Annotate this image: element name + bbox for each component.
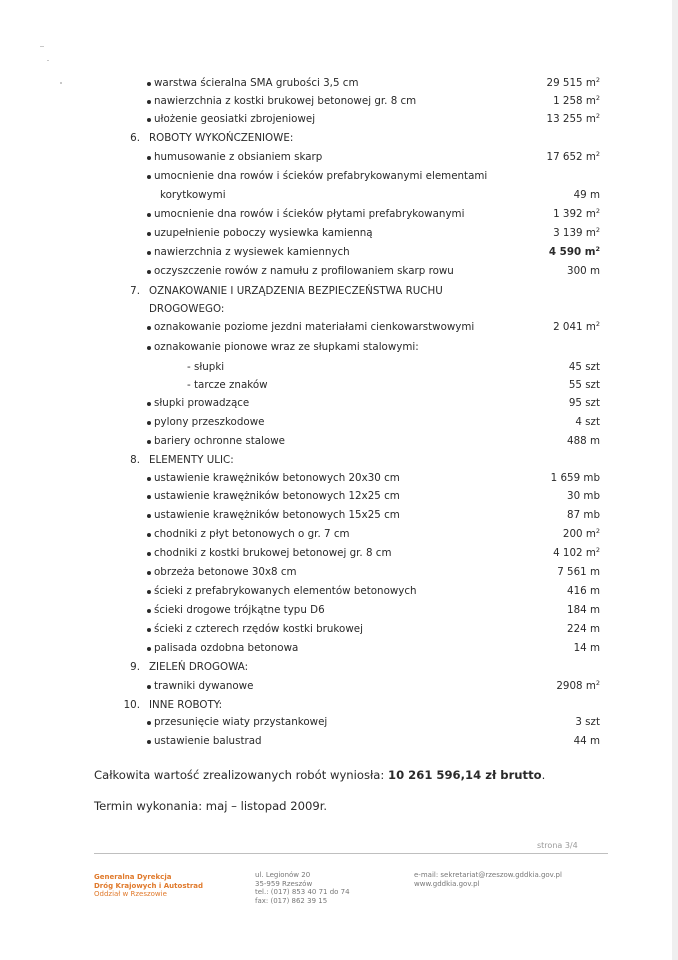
bullet-icon [147, 346, 151, 350]
work-item-quantity [480, 113, 600, 126]
work-item-text: nawierzchnia z wysiewek kamiennych [154, 246, 350, 258]
work-item-text: chodniki z kostki brukowej betonowej gr. 8 cm [154, 547, 392, 559]
unit-exponent: 2 [595, 527, 600, 535]
section-number: 10. [123, 699, 140, 711]
section-title: ROBOTY WYKOŃCZENIOWE: [149, 132, 294, 144]
work-item-quantity [480, 435, 600, 448]
quantity-value: 1 392 m [553, 208, 596, 220]
work-item-quantity [480, 265, 600, 278]
footer-organization [94, 873, 203, 899]
work-item-quantity [480, 735, 600, 748]
quantity-value: 17 652 m [546, 151, 596, 163]
work-item-text: ustawienie krawężników betonowych 15x25 cm [154, 509, 400, 521]
bullet-icon [147, 590, 151, 594]
work-item-text: oznakowanie poziome jezdni materiałami cienkowarstwowymi [154, 321, 475, 333]
section-number: 9. [130, 661, 140, 673]
work-item-text: - słupki [187, 361, 225, 373]
scan-mark [40, 46, 44, 47]
bullet-icon [147, 251, 151, 255]
work-item-text: trawniki dywanowe [154, 680, 254, 692]
work-item-quantity [480, 189, 600, 202]
work-item-quantity [480, 397, 600, 410]
quantity-value: 4 szt [575, 416, 600, 428]
total-value-line [94, 768, 545, 782]
scan-edge [672, 0, 678, 960]
completion-term: Termin wykonania: maj – listopad 2009r. [94, 799, 328, 813]
work-item-quantity [480, 604, 600, 617]
quantity-value: 3 139 m [553, 227, 596, 239]
work-item-text: oznakowanie pionowe wraz ze słupkami stalowymi: [154, 341, 419, 353]
total-value: 10 261 596,14 zł brutto [388, 768, 542, 782]
footer-website: www.gddkia.gov.pl [414, 879, 480, 888]
footer-address-line: ul. Legionów 20 [255, 871, 311, 879]
bullet-icon [147, 232, 151, 236]
work-item-quantity [480, 490, 600, 503]
work-item-quantity [480, 227, 600, 240]
section-title: INNE ROBOTY: [149, 699, 223, 711]
quantity-value: 200 m [562, 528, 596, 540]
quantity-value: 2908 m [556, 680, 596, 692]
total-end: . [541, 768, 546, 782]
section-title: ELEMENTY ULIC: [149, 454, 234, 466]
bullet-icon [147, 326, 151, 330]
bullet-icon [147, 440, 151, 444]
footer-divider [94, 853, 608, 854]
work-item-text: ścieki z czterech rzędów kostki brukowej [154, 623, 363, 635]
quantity-value: 4 102 m [553, 547, 596, 559]
footer-org-line: Generalna Dyrekcja [94, 873, 172, 881]
work-item-quantity [480, 509, 600, 522]
work-item-quantity [480, 77, 600, 90]
work-item-quantity [480, 623, 600, 636]
bullet-icon [147, 175, 151, 179]
work-item-quantity [480, 585, 600, 598]
work-item-text: obrzeża betonowe 30x8 cm [154, 566, 297, 578]
unit-exponent: 2 [595, 150, 600, 158]
quantity-value: 1 659 mb [550, 472, 600, 484]
work-item-text: umocnienie dna rowów i ścieków prefabrykowanymi elementami [154, 170, 488, 182]
quantity-value: 3 szt [575, 716, 600, 728]
footer-email: e-mail: sekretariat@rzeszow.gddkia.gov.pl [414, 871, 562, 879]
work-item-quantity [480, 416, 600, 429]
work-item-quantity [480, 642, 600, 655]
quantity-value: 416 m [567, 585, 600, 597]
work-item-quantity [480, 246, 600, 259]
quantity-value: 29 515 m [546, 77, 596, 89]
quantity-value: 224 m [567, 623, 600, 635]
quantity-value: 95 szt [568, 397, 600, 409]
bullet-icon [147, 514, 151, 518]
unit-exponent: 2 [595, 207, 600, 215]
unit-exponent: 2 [595, 226, 600, 234]
work-item-quantity [480, 528, 600, 541]
section-number: 6. [130, 132, 140, 144]
total-label: Całkowita wartość zrealizowanych robót wyniosła: [94, 768, 389, 782]
quantity-value: 49 m [573, 189, 600, 201]
quantity-value: 488 m [567, 435, 600, 447]
work-item-quantity [480, 716, 600, 729]
bullet-icon [147, 533, 151, 537]
work-item-text: ułożenie geosiatki zbrojeniowej [154, 113, 316, 125]
work-item-quantity [480, 208, 600, 221]
work-item-text: bariery ochronne stalowe [154, 435, 285, 447]
scan-mark [47, 60, 49, 61]
quantity-value: 30 mb [567, 490, 600, 502]
work-item-text: oczyszczenie rowów z namułu z profilowaniem skarp rowu [154, 265, 454, 277]
scan-mark [60, 82, 62, 84]
work-item-text: ścieki z prefabrykowanych elementów betonowych [154, 585, 417, 597]
bullet-icon [147, 213, 151, 217]
quantity-value: 2 041 m [553, 321, 596, 333]
work-item-text: pylony przeszkodowe [154, 416, 265, 428]
work-item-text: umocnienie dna rowów i ścieków płytami prefabrykowanymi [154, 208, 465, 220]
footer-contact [414, 871, 562, 888]
unit-exponent: 2 [595, 245, 600, 253]
footer-address-line: fax: (017) 862 39 15 [255, 896, 328, 905]
work-item-quantity [480, 361, 600, 374]
bullet-icon [147, 685, 151, 689]
work-item-text: palisada ozdobna betonowa [154, 642, 299, 654]
bullet-icon [147, 100, 151, 104]
quantity-value: 13 255 m [546, 113, 596, 125]
footer-address [255, 871, 350, 905]
bullet-icon [147, 82, 151, 86]
section-title: OZNAKOWANIE I URZĄDZENIA BEZPIECZEŃSTWA RUCHU [149, 285, 443, 297]
quantity-value: 14 m [573, 642, 600, 654]
bullet-icon [147, 270, 151, 274]
unit-exponent: 2 [595, 679, 600, 687]
bullet-icon [147, 552, 151, 556]
bullet-icon [147, 740, 151, 744]
unit-exponent: 2 [595, 112, 600, 120]
work-item-text: korytkowymi [160, 189, 226, 201]
bullet-icon [147, 118, 151, 122]
work-item-quantity [480, 680, 600, 693]
quantity-value: 184 m [567, 604, 600, 616]
quantity-value: 87 mb [567, 509, 600, 521]
bullet-icon [147, 156, 151, 160]
bullet-icon [147, 721, 151, 725]
quantity-value: 4 590 m [548, 246, 596, 258]
quantity-value: 45 szt [568, 361, 600, 373]
quantity-value: 300 m [567, 265, 600, 277]
unit-exponent: 2 [595, 546, 600, 554]
work-item-quantity [480, 566, 600, 579]
footer-address-line: tel.: (017) 853 40 71 do 74 [255, 888, 350, 897]
work-item-text: chodniki z płyt betonowych o gr. 7 cm [154, 528, 350, 540]
work-item-quantity [480, 95, 600, 108]
section-number: 7. [130, 285, 140, 297]
work-item-quantity [480, 321, 600, 334]
bullet-icon [147, 402, 151, 406]
footer-org-line: Oddział w Rzeszowie [94, 890, 167, 899]
work-item-text: uzupełnienie poboczy wysiewka kamienną [154, 227, 373, 239]
section-number: 8. [130, 454, 140, 466]
quantity-value: 1 258 m [553, 95, 596, 107]
bullet-icon [147, 609, 151, 613]
unit-exponent: 2 [595, 94, 600, 102]
work-item-text: ustawienie balustrad [154, 735, 262, 747]
bullet-icon [147, 421, 151, 425]
page-number: strona 3/4 [537, 841, 578, 850]
bullet-icon [147, 495, 151, 499]
work-item-quantity [480, 547, 600, 560]
work-item-text: - tarcze znaków [187, 379, 268, 391]
work-item-text: ustawienie krawężników betonowych 12x25 cm [154, 490, 400, 502]
work-item-text: humusowanie z obsianiem skarp [154, 151, 323, 163]
work-item-quantity [480, 151, 600, 164]
quantity-value: 7 561 m [557, 566, 600, 578]
bullet-icon [147, 571, 151, 575]
work-item-text: DROGOWEGO: [149, 303, 225, 315]
unit-exponent: 2 [595, 320, 600, 328]
bullet-icon [147, 628, 151, 632]
quantity-value: 55 szt [568, 379, 600, 391]
work-item-text: słupki prowadzące [154, 397, 250, 409]
bullet-icon [147, 647, 151, 651]
bullet-icon [147, 477, 151, 481]
section-title: ZIELEŃ DROGOWA: [149, 661, 249, 673]
work-item-quantity [480, 379, 600, 392]
footer-address-line: 35-959 Rzeszów [255, 879, 313, 888]
quantity-value: 44 m [573, 735, 600, 747]
work-item-text: nawierzchnia z kostki brukowej betonowej gr. 8 cm [154, 95, 417, 107]
work-item-text: ścieki drogowe trójkątne typu D6 [154, 604, 325, 616]
work-item-text: warstwa ścieralna SMA grubości 3,5 cm [154, 77, 359, 89]
work-item-text: ustawienie krawężników betonowych 20x30 cm [154, 472, 400, 484]
work-item-text: przesunięcie wiaty przystankowej [154, 716, 328, 728]
unit-exponent: 2 [595, 76, 600, 84]
footer-org-line: Dróg Krajowych i Autostrad [94, 881, 204, 890]
work-item-quantity [480, 472, 600, 485]
